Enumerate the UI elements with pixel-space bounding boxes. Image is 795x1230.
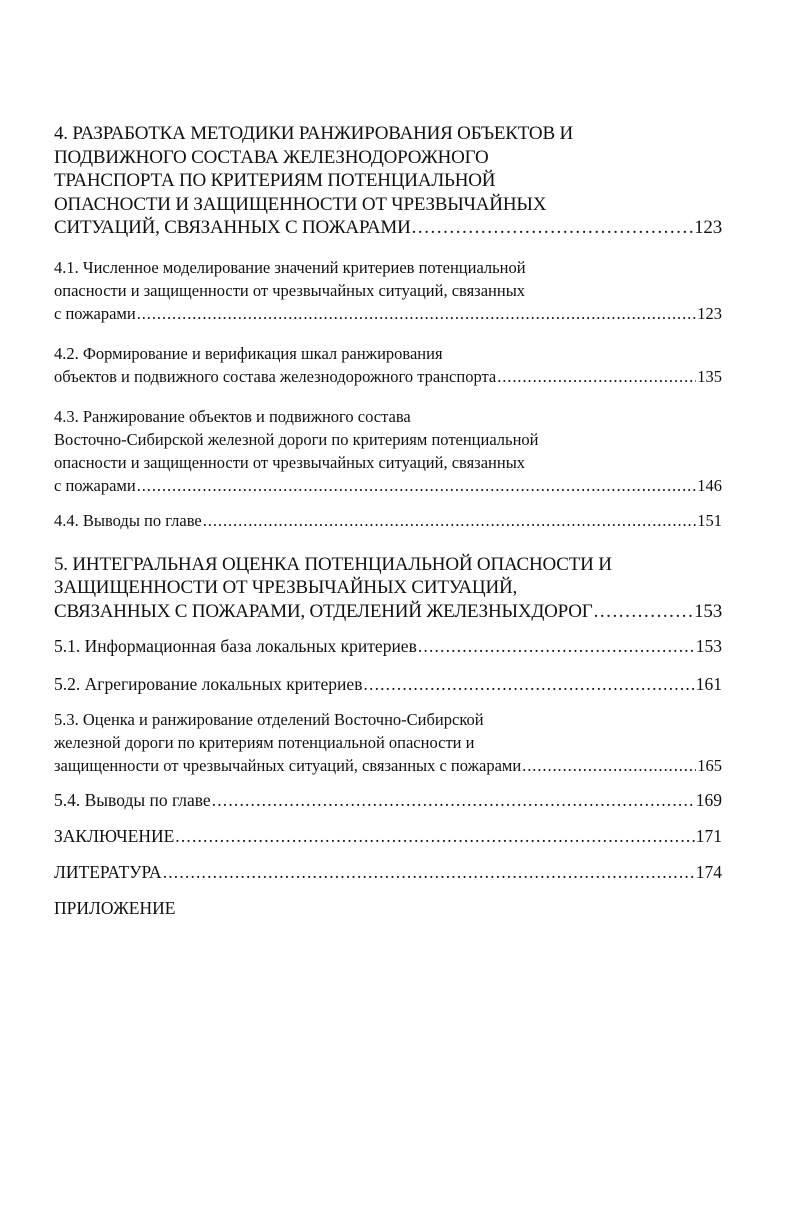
dot-leader [175, 825, 694, 848]
page-number: 135 [697, 366, 722, 386]
toc-line [54, 754, 722, 777]
toc-line [54, 509, 722, 532]
toc-entry-appendix[interactable] [54, 897, 722, 920]
toc-text: 5.4. Выводы по главе [54, 790, 211, 810]
table-of-contents [54, 122, 722, 920]
page-number: 153 [695, 636, 722, 656]
toc-text: железной дороги по критериям потенциальной опасности и [54, 733, 475, 752]
page-number: 171 [695, 826, 722, 846]
toc-entry-section-4-3[interactable] [54, 405, 722, 497]
toc-line [54, 731, 722, 754]
dot-leader [522, 754, 696, 777]
toc-entry-section-5-3[interactable] [54, 708, 722, 777]
toc-line [54, 708, 722, 731]
toc-text: 4.1. Численное моделирование значений критериев потенциальной [54, 257, 526, 277]
toc-text: ЛИТЕРАТУРА [54, 862, 162, 882]
dot-leader [497, 365, 696, 388]
toc-line [54, 342, 722, 365]
toc-text: ЗАЩИЩЕННОСТИ ОТ ЧРЕЗВЫЧАЙНЫХ СИТУАЦИЙ, [54, 577, 518, 598]
toc-text: 4.4. Выводы по главе [54, 510, 202, 530]
page-number: 146 [697, 475, 722, 495]
toc-line [54, 451, 722, 474]
toc-entry-section-4-2[interactable] [54, 342, 722, 388]
toc-text: опасности и защищенности от чрезвычайных ситуаций, связанных [54, 452, 526, 472]
toc-text: 5.1. Информационная база локальных критериев [54, 636, 417, 656]
page-number: 165 [697, 756, 722, 775]
toc-line [54, 146, 722, 170]
toc-text: объектов и подвижного состава железнодорожного транспорта [54, 366, 497, 386]
toc-entry-conclusion[interactable] [54, 825, 722, 848]
toc-line [54, 193, 722, 217]
toc-line [54, 428, 722, 451]
toc-text: СИТУАЦИЙ, СВЯЗАННЫХ С ПОЖАРАМИ [54, 217, 411, 238]
toc-text: защищенности от чрезвычайных ситуаций, связанных с пожарами [54, 756, 522, 775]
toc-line [54, 553, 722, 577]
page-number: 174 [695, 862, 722, 882]
page-number: 169 [695, 790, 722, 810]
page-number: 123 [694, 217, 722, 238]
toc-line [54, 825, 722, 848]
dot-leader [203, 509, 697, 532]
toc-line [54, 861, 722, 884]
dot-leader [137, 302, 697, 325]
toc-text: с пожарами [54, 303, 136, 323]
toc-entry-chapter-4[interactable] [54, 122, 722, 240]
dot-leader [163, 861, 695, 884]
toc-line [54, 635, 722, 658]
toc-text: ЗАКЛЮЧЕНИЕ [54, 826, 175, 846]
toc-entry-section-5-1[interactable] [54, 635, 722, 658]
toc-line [54, 405, 722, 428]
toc-text: 4. РАЗРАБОТКА МЕТОДИКИ РАНЖИРОВАНИЯ ОБЪЕКТОВ И [54, 123, 573, 144]
toc-line [54, 576, 722, 600]
toc-text: ОПАСНОСТИ И ЗАЩИЩЕННОСТИ ОТ ЧРЕЗВЫЧАЙНЫХ [54, 193, 547, 215]
toc-text: СВЯЗАННЫХ С ПОЖАРАМИ, ОТДЕЛЕНИЙ ЖЕЛЕЗНЫХДОРОГ [54, 600, 593, 622]
toc-entry-section-5-2[interactable] [54, 673, 722, 696]
toc-entry-chapter-5[interactable] [54, 553, 722, 624]
toc-line [54, 474, 722, 497]
page-number: 161 [695, 674, 722, 694]
dot-leader [212, 789, 695, 812]
toc-text: 4.3. Ранжирование объектов и подвижного состава [54, 406, 411, 426]
toc-text: ПОДВИЖНОГО СОСТАВА ЖЕЛЕЗНОДОРОЖНОГО [54, 146, 489, 168]
toc-entry-section-5-4[interactable] [54, 789, 722, 812]
page-number: 153 [694, 600, 722, 622]
toc-line [54, 897, 722, 920]
dot-leader [363, 673, 694, 696]
dot-leader [412, 216, 693, 240]
toc-line [54, 302, 722, 325]
toc-line [54, 673, 722, 696]
page-number: 123 [697, 303, 722, 323]
toc-line [54, 789, 722, 812]
toc-text: с пожарами [54, 475, 136, 495]
toc-line [54, 216, 722, 240]
toc-text: 5.2. Агрегирование локальных критериев [54, 674, 363, 694]
toc-text: 5. ИНТЕГРАЛЬНАЯ ОЦЕНКА ПОТЕНЦИАЛЬНОЙ ОПАСНОСТИ И [54, 553, 612, 575]
toc-text: 4.2. Формирование и верификация шкал ранжирования [54, 343, 443, 363]
page-number: 151 [697, 510, 722, 530]
toc-line [54, 279, 722, 302]
dot-leader [137, 474, 697, 497]
toc-entry-section-4-1[interactable] [54, 256, 722, 325]
toc-text: 5.3. Оценка и ранжирование отделений Восточно-Сибирской [54, 710, 484, 729]
toc-text: ТРАНСПОРТА ПО КРИТЕРИЯМ ПОТЕНЦИАЛЬНОЙ [54, 170, 496, 191]
dot-leader [594, 600, 694, 624]
toc-line [54, 122, 722, 146]
toc-text: ПРИЛОЖЕНИЕ [54, 898, 176, 918]
toc-text: Восточно-Сибирской железной дороги по критериям потенциальной [54, 429, 539, 449]
toc-line [54, 169, 722, 193]
toc-line [54, 256, 722, 279]
dot-leader [418, 635, 695, 658]
toc-entry-section-4-4[interactable] [54, 509, 722, 532]
toc-entry-literature[interactable] [54, 861, 722, 884]
toc-line [54, 600, 722, 624]
toc-text: опасности и защищенности от чрезвычайных ситуаций, связанных [54, 280, 526, 300]
toc-line [54, 365, 722, 388]
